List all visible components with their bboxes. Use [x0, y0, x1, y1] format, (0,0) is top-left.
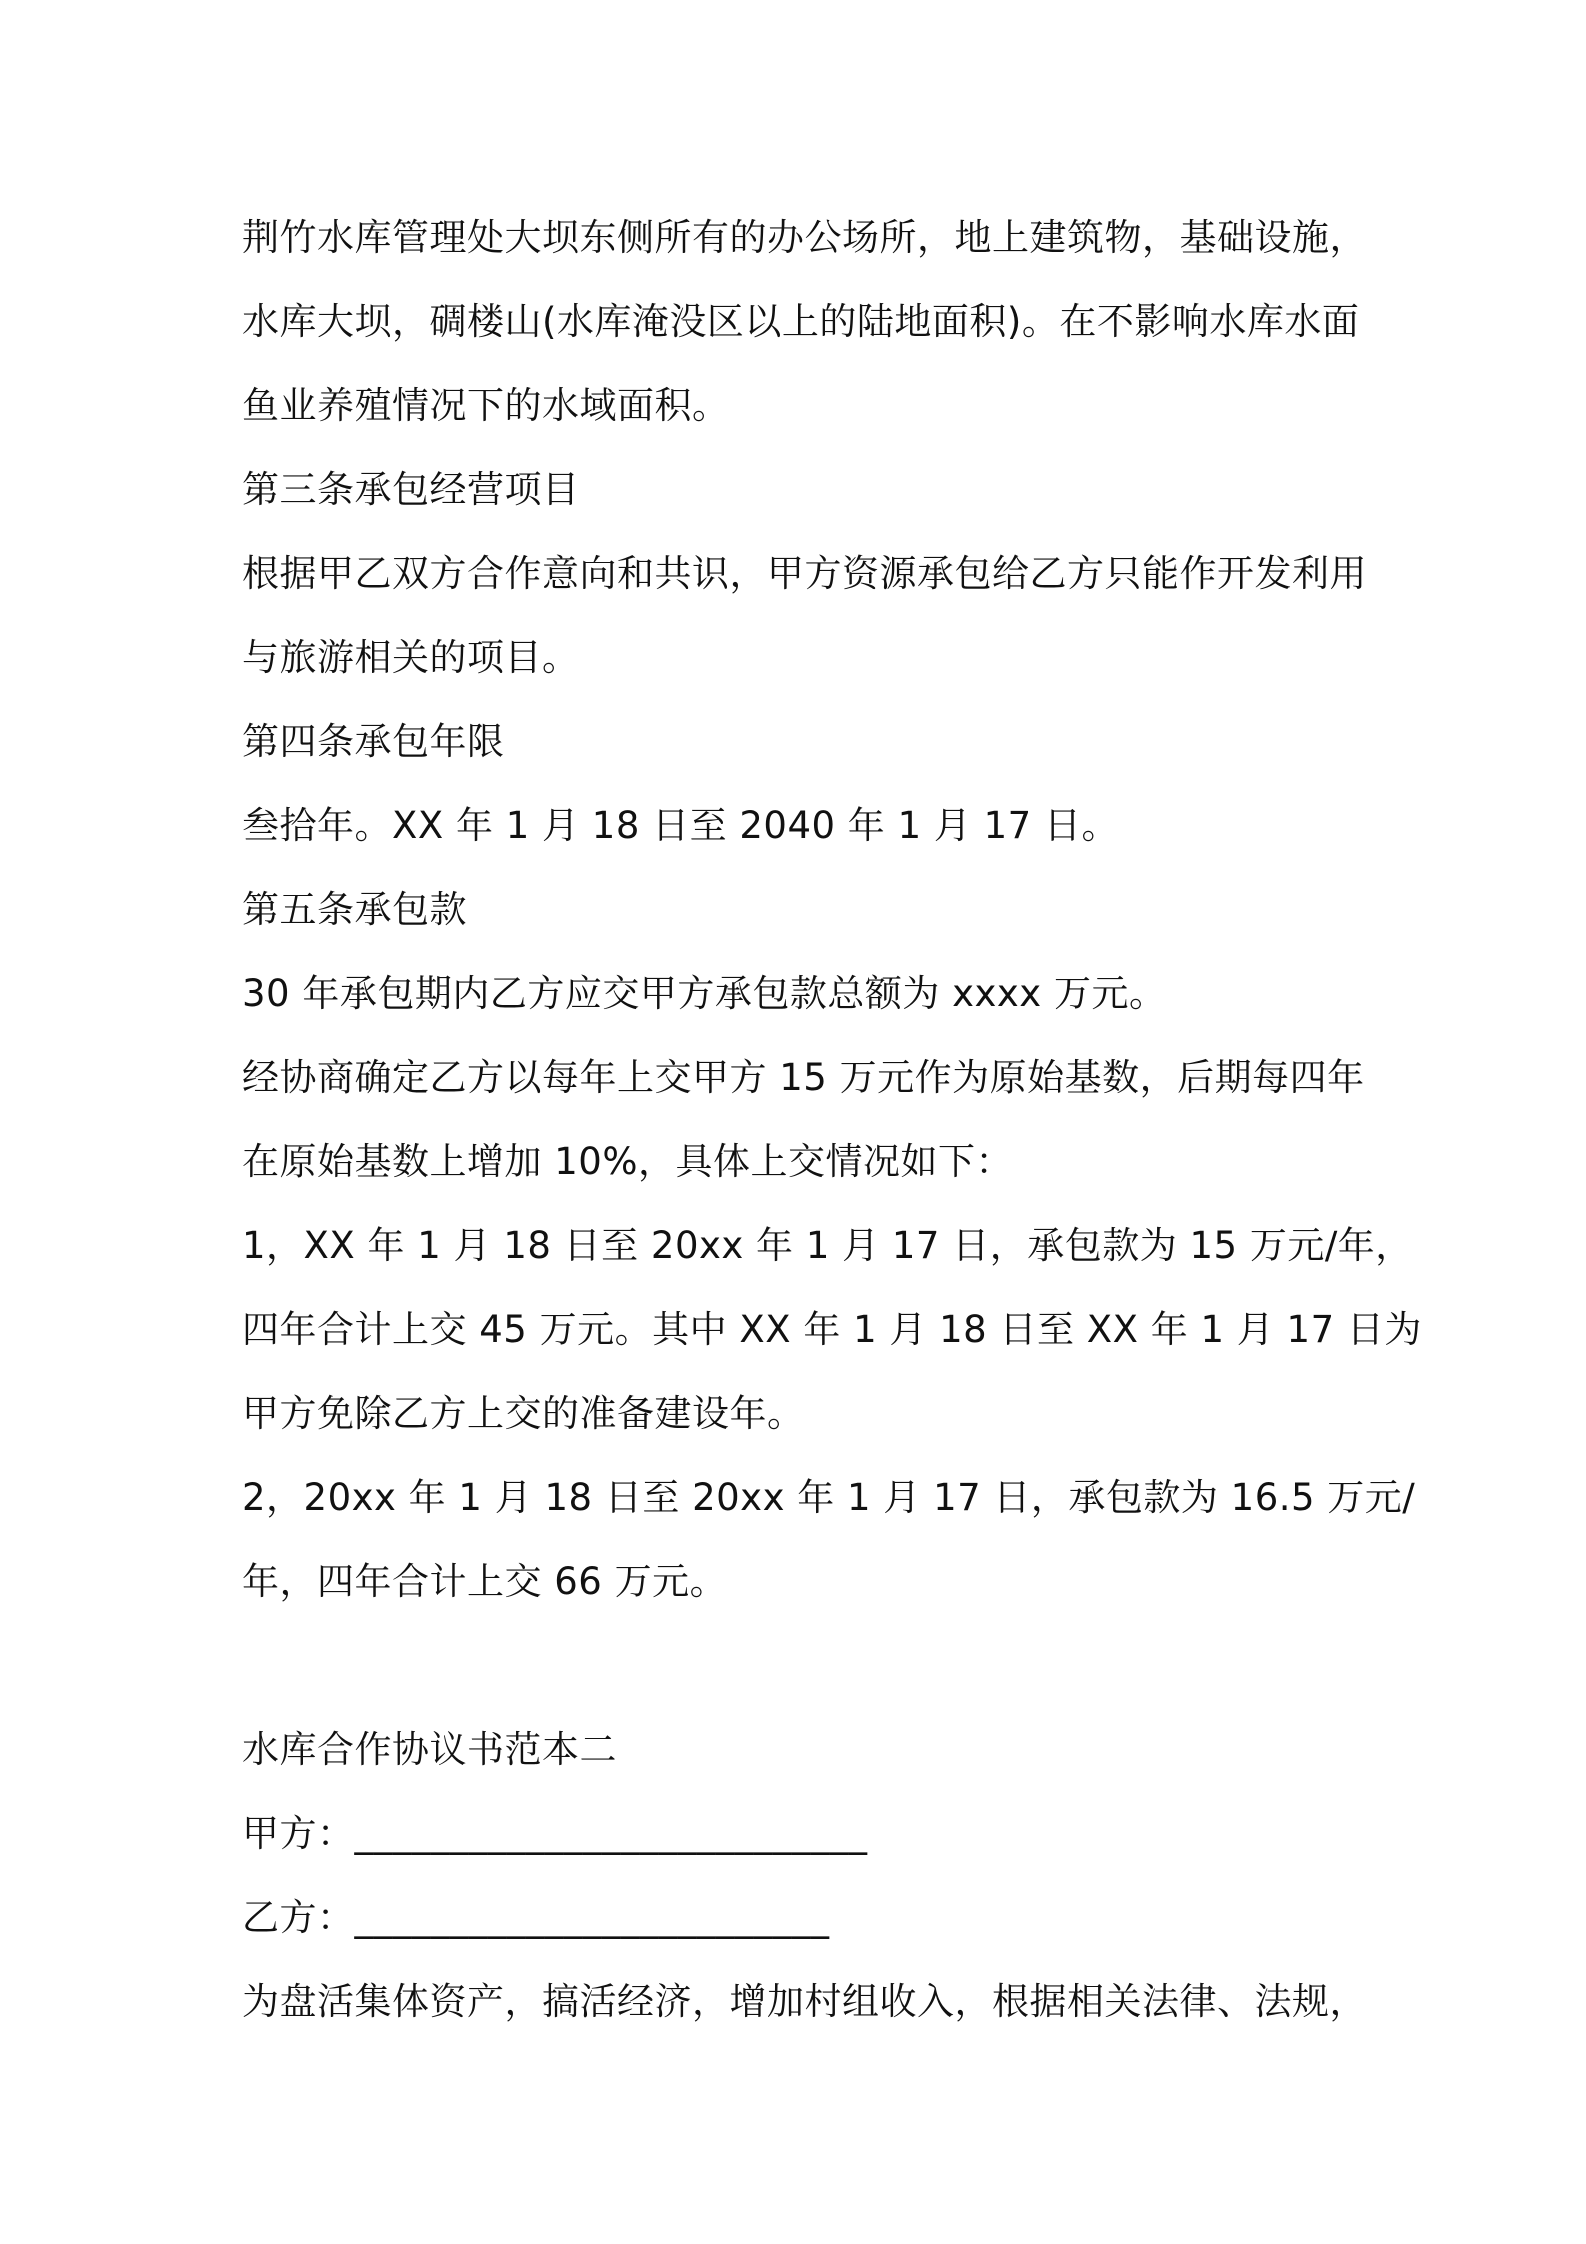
list-item-line: 2，20xx 年 1 月 18 日至 20xx 年 1 月 17 日，承包款为 16.5 万元/	[242, 1476, 1416, 1519]
paragraph-line: 为盘活集体资产，搞活经济，增加村组收入，根据相关法律、法规，	[242, 1980, 1367, 2023]
list-item-line: 甲方免除乙方上交的准备建设年。	[242, 1392, 805, 1435]
party-b-line: 乙方：_________________________	[242, 1896, 830, 1939]
party-a-line: 甲方：___________________________	[242, 1812, 868, 1855]
list-item-line: 1，XX 年 1 月 18 日至 20xx 年 1 月 17 日，承包款为 15 万元/年，	[242, 1224, 1413, 1267]
list-item-line: 四年合计上交 45 万元。其中 XX 年 1 月 18 日至 XX 年 1 月 17 日为	[242, 1308, 1422, 1351]
paragraph-line: 荆竹水库管理处大坝东侧所有的办公场所，地上建筑物，基础设施，	[242, 216, 1367, 259]
paragraph-line: 叁拾年。XX 年 1 月 18 日至 2040 年 1 月 17 日。	[242, 804, 1119, 847]
paragraph-line: 水库大坝，碉楼山(水库淹没区以上的陆地面积)。在不影响水库水面	[242, 300, 1360, 343]
paragraph-line: 与旅游相关的项目。	[242, 636, 580, 679]
document-body	[242, 196, 1422, 2044]
list-item-line: 年，四年合计上交 66 万元。	[242, 1560, 728, 1603]
second-template-title: 水库合作协议书范本二	[242, 1728, 617, 1771]
paragraph-line: 30 年承包期内乙方应交甲方承包款总额为 xxxx 万元。	[242, 972, 1167, 1015]
paragraph-line: 鱼业养殖情况下的水域面积。	[242, 384, 730, 427]
paragraph-line: 经协商确定乙方以每年上交甲方 15 万元作为原始基数，后期每四年	[242, 1056, 1365, 1099]
section-heading-article-3: 第三条承包经营项目	[242, 468, 580, 511]
section-heading-article-4: 第四条承包年限	[242, 720, 505, 763]
paragraph-line: 在原始基数上增加 10%，具体上交情况如下：	[242, 1140, 1013, 1183]
paragraph-line: 根据甲乙双方合作意向和共识，甲方资源承包给乙方只能作开发利用	[242, 552, 1367, 595]
section-heading-article-5: 第五条承包款	[242, 888, 467, 931]
blank-spacer	[242, 1624, 1352, 1708]
